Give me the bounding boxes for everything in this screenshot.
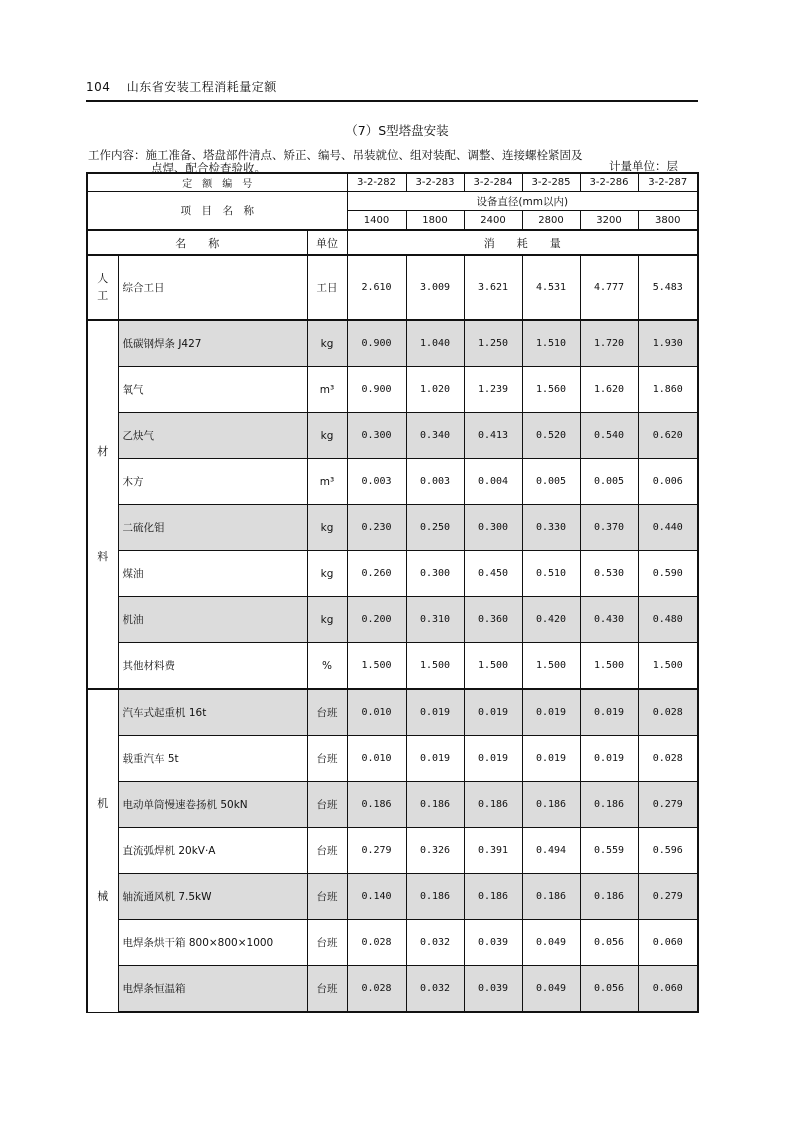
diameter-value: 1400 [347,211,406,231]
consumption-value: 0.049 [522,920,580,966]
category-chars [88,445,118,564]
consumption-value: 3.621 [464,255,522,320]
quota-code: 3-2-283 [406,173,464,192]
item-name: 直流弧焊机 20kV·A [118,828,307,874]
consumption-value: 0.186 [580,874,638,920]
category-label [87,689,118,1012]
quota-code: 3-2-287 [638,173,698,192]
category-char: 人 [97,272,109,286]
diameter-value: 3200 [580,211,638,231]
material-row [87,320,698,367]
diameter-value: 1800 [406,211,464,231]
item-unit: 台班 [307,920,347,966]
consumption-value: 0.186 [580,782,638,828]
consumption-value: 0.028 [638,689,698,736]
consumption-value: 1.500 [347,643,406,690]
consumption-value: 0.520 [522,413,580,459]
quota-code: 3-2-284 [464,173,522,192]
consumption-value: 0.530 [580,551,638,597]
consumption-value: 0.186 [347,782,406,828]
consumption-value: 1.720 [580,320,638,367]
item-unit: 工日 [307,255,347,320]
consumption-value: 0.250 [406,505,464,551]
consumption-value: 1.620 [580,367,638,413]
machinery-row [87,689,698,736]
consumption-value: 0.620 [638,413,698,459]
consumption-value: 0.540 [580,413,638,459]
consumption-value: 3.009 [406,255,464,320]
quota-code: 3-2-286 [580,173,638,192]
consumption-value: 0.039 [464,920,522,966]
consumption-value: 0.420 [522,597,580,643]
item-unit: kg [307,413,347,459]
consumption-value: 0.060 [638,920,698,966]
item-unit: kg [307,320,347,367]
section-title: （7）S型塔盘安装 [345,123,449,138]
category-label [87,320,118,689]
consumption-value: 1.500 [638,643,698,690]
consumption-value: 0.260 [347,551,406,597]
item-unit: 台班 [307,828,347,874]
consumption-value: 1.500 [464,643,522,690]
consumption-value: 5.483 [638,255,698,320]
header-rule [86,100,698,102]
item-unit: kg [307,505,347,551]
consumption-value: 1.500 [580,643,638,690]
consumption-value: 0.028 [347,966,406,1013]
item-name: 综合工日 [118,255,307,320]
consumption-value: 0.010 [347,736,406,782]
item-unit: % [307,643,347,690]
consumption-value: 0.049 [522,966,580,1013]
category-chars [88,797,118,905]
consumption-value: 0.326 [406,828,464,874]
work-content-line-1: 工作内容：施工准备、塔盘部件清点、矫正、编号、吊装就位、组对装配、调整、连接螺栓紧固及 [88,148,583,162]
consumption-value: 0.004 [464,459,522,505]
item-unit: kg [307,551,347,597]
consumption-value: 0.330 [522,505,580,551]
material-row [87,505,698,551]
item-name: 机油 [118,597,307,643]
machinery-row [87,828,698,874]
consumption-value: 1.560 [522,367,580,413]
item-unit: m³ [307,459,347,505]
consumption-value: 0.310 [406,597,464,643]
consumption-value: 4.777 [580,255,638,320]
consumption-value: 0.300 [347,413,406,459]
consumption-value: 0.300 [464,505,522,551]
material-row [87,643,698,690]
quota-code-row [87,173,698,192]
consumption-value: 0.019 [406,736,464,782]
consumption-value: 0.430 [580,597,638,643]
consumption-value: 1.040 [406,320,464,367]
consumption-value: 0.440 [638,505,698,551]
item-name: 汽车式起重机 16t [118,689,307,736]
column-header-row [87,230,698,255]
item-name: 氧气 [118,367,307,413]
consumption-value: 0.005 [580,459,638,505]
consumption-value: 0.056 [580,966,638,1013]
consumption-value: 0.370 [580,505,638,551]
consumption-value: 0.010 [347,689,406,736]
consumption-value: 0.019 [580,689,638,736]
consumption-value: 0.019 [522,736,580,782]
consumption-value: 0.186 [406,874,464,920]
item-name: 其他材料费 [118,643,307,690]
consumption-value: 1.239 [464,367,522,413]
diameter-row [87,192,698,211]
consumption-value: 0.596 [638,828,698,874]
material-row [87,597,698,643]
consumption-value: 0.005 [522,459,580,505]
item-name: 乙炔气 [118,413,307,459]
consumption-value: 0.140 [347,874,406,920]
item-unit: 台班 [307,966,347,1013]
consumption-value: 0.019 [580,736,638,782]
diameter-value: 2800 [522,211,580,231]
consumption-value: 0.279 [638,874,698,920]
item-unit: 台班 [307,782,347,828]
consumption-value: 1.020 [406,367,464,413]
machinery-row [87,736,698,782]
consumption-value: 0.200 [347,597,406,643]
machinery-row [87,874,698,920]
diameter-value: 2400 [464,211,522,231]
material-row [87,367,698,413]
material-row [87,413,698,459]
measure-unit: 计量单位：层 [609,159,678,173]
category-char: 械 [97,890,109,904]
item-unit: 台班 [307,736,347,782]
labor-row [87,255,698,320]
item-name: 电焊条烘干箱 800×800×1000 [118,920,307,966]
diameter-value: 3800 [638,211,698,231]
quota-table [86,172,699,1013]
consumption-value: 0.186 [464,782,522,828]
consumption-value: 1.500 [406,643,464,690]
consumption-value: 0.900 [347,320,406,367]
consumption-value: 0.019 [522,689,580,736]
consumption-value: 0.186 [406,782,464,828]
consumption-value: 0.340 [406,413,464,459]
material-row [87,459,698,505]
consumption-value: 0.032 [406,920,464,966]
item-name: 载重汽车 5t [118,736,307,782]
consumption-value: 0.279 [638,782,698,828]
category-label [87,255,118,320]
consumption-value: 0.028 [347,920,406,966]
consumption-value: 0.019 [464,689,522,736]
col-unit-label: 单位 [307,230,347,255]
consumption-value: 0.413 [464,413,522,459]
consumption-value: 0.300 [406,551,464,597]
book-title: 山东省安装工程消耗量定额 [126,80,277,94]
consumption-value: 0.450 [464,551,522,597]
item-name: 低碳钢焊条 J427 [118,320,307,367]
item-name: 电动单筒慢速卷扬机 50kN [118,782,307,828]
consumption-value: 0.230 [347,505,406,551]
consumption-value: 0.060 [638,966,698,1013]
consumption-value: 0.039 [464,966,522,1013]
item-name: 电焊条恒温箱 [118,966,307,1013]
category-char: 料 [97,549,109,563]
quota-code: 3-2-282 [347,173,406,192]
consumption-value: 0.186 [522,782,580,828]
consumption-value: 2.610 [347,255,406,320]
consumption-value: 0.590 [638,551,698,597]
consumption-value: 0.186 [522,874,580,920]
consumption-value: 0.559 [580,828,638,874]
item-unit: 台班 [307,874,347,920]
quota-code: 3-2-285 [522,173,580,192]
machinery-row [87,966,698,1013]
consumption-value: 1.860 [638,367,698,413]
consumption-value: 1.510 [522,320,580,367]
consumption-value: 0.032 [406,966,464,1013]
consumption-value: 0.480 [638,597,698,643]
consumption-value: 0.494 [522,828,580,874]
consumption-value: 1.250 [464,320,522,367]
consumption-value: 0.360 [464,597,522,643]
category-chars [88,272,118,303]
item-name: 二硫化钼 [118,505,307,551]
work-content-line-2: 点焊、配合检查验收。 [151,161,266,175]
material-row [87,551,698,597]
item-unit: 台班 [307,689,347,736]
machinery-row [87,782,698,828]
item-name: 煤油 [118,551,307,597]
item-name: 木方 [118,459,307,505]
col-name-label: 名 称 [87,230,307,255]
consumption-value: 0.003 [347,459,406,505]
consumption-value: 1.930 [638,320,698,367]
consumption-value: 0.003 [406,459,464,505]
consumption-value: 0.900 [347,367,406,413]
consumption-value: 0.019 [464,736,522,782]
item-name-label: 项 目 名 称 [87,192,347,231]
diameter-label: 设备直径(mm以内) [347,192,698,211]
machinery-row [87,920,698,966]
col-consumption-label: 消 耗 量 [347,230,698,255]
consumption-value: 0.391 [464,828,522,874]
consumption-value: 0.056 [580,920,638,966]
item-name: 轴流通风机 7.5kW [118,874,307,920]
consumption-value: 0.510 [522,551,580,597]
item-unit: kg [307,597,347,643]
consumption-value: 0.006 [638,459,698,505]
page-header [86,78,277,95]
category-char: 工 [97,288,109,302]
page-number: 104 [86,80,111,94]
category-char: 材 [97,445,109,459]
consumption-value: 4.531 [522,255,580,320]
consumption-value: 0.279 [347,828,406,874]
consumption-value: 1.500 [522,643,580,690]
consumption-value: 0.028 [638,736,698,782]
quota-code-label: 定 额 编 号 [87,173,347,192]
category-char: 机 [97,796,109,810]
consumption-value: 0.186 [464,874,522,920]
consumption-value: 0.019 [406,689,464,736]
item-unit: m³ [307,367,347,413]
